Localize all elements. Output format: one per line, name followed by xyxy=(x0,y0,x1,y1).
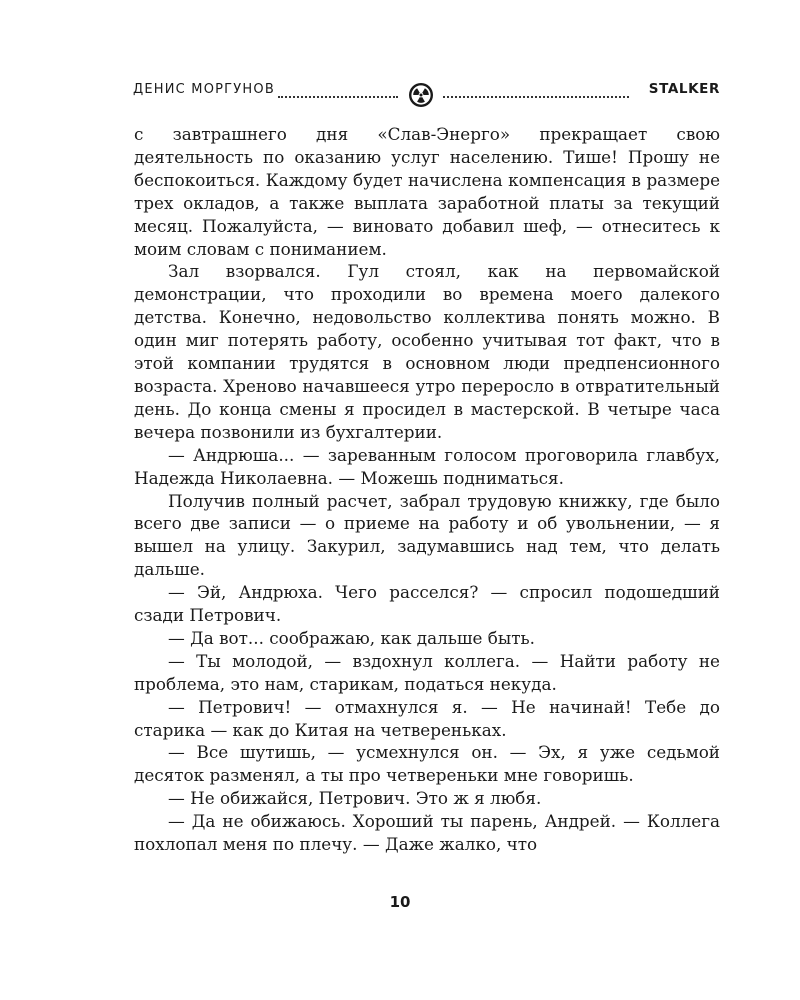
paragraph: Получив полный расчет, забрал трудовую книжку, где было всего две записи — о приеме на работу и об увольнении, — я вышел на улицу. Закурил, задумавшись над тем, что делать дальше. xyxy=(134,490,720,580)
running-header xyxy=(133,80,720,106)
paragraph: — Эй, Андрюха. Чего расселся? — спросил подошедший сзади Петрович. xyxy=(134,582,720,626)
header-divider-right xyxy=(443,96,629,98)
header-divider-left xyxy=(278,96,398,98)
body-text xyxy=(134,123,720,856)
paragraph: Зал взорвался. Гул стоял, как на первомайской демонстрации, что проходили во времена моего далекого детства. Конечно, недовольство коллектива понять можно. В один миг потерять работу, особенно учитывая тот факт, что в этой компании трудятся в основном люди предпенсионного возраста. Хреново начавшееся утро переросло в отвратительный день. До конца смены я просидел в мастерской. В четыре часа вечера позвонили из бухгалтерии. xyxy=(134,261,720,442)
radiation-icon xyxy=(408,82,434,108)
series-title: STALKER xyxy=(648,81,720,97)
page-number: 10 xyxy=(389,893,411,911)
paragraph: — Все шутишь, — усмехнулся он. — Эх, я уже седьмой десяток разменял, а ты про четвереньки мне говоришь. xyxy=(134,742,720,786)
paragraph: — Ты молодой, — вздохнул коллега. — Найти работу не проблема, это нам, старикам, податься некуда. xyxy=(134,650,720,694)
paragraph: — Андрюша... — зареванным голосом проговорила главбух, Надежда Николаевна. — Можешь подниматься. xyxy=(134,444,720,488)
paragraph: — Петрович! — отмахнулся я. — Не начинай! Тебе до старика — как до Китая на четвереньках. xyxy=(134,696,720,740)
paragraph: — Да вот... соображаю, как дальше быть. xyxy=(168,627,535,648)
paragraph: — Не обижайся, Петрович. Это ж я любя. xyxy=(168,788,542,809)
paragraph: — Да не обижаюсь. Хороший ты парень, Андрей. — Коллега похлопал меня по плечу. — Даже жалко, что xyxy=(134,811,720,855)
author-name: ДЕНИС МОРГУНОВ xyxy=(133,82,275,97)
paragraph: с завтрашнего дня «Слав-Энерго» прекращает свою деятельность по оказанию услуг населению. Тише! Прошу не беспокоиться. Каждому будет начислена компенсация в размере трех окладов, а также выплата заработной платы за текущий месяц. Пожалуйста, — виновато добавил шеф, — отнеситесь к моим словам с пониманием. xyxy=(134,124,720,259)
